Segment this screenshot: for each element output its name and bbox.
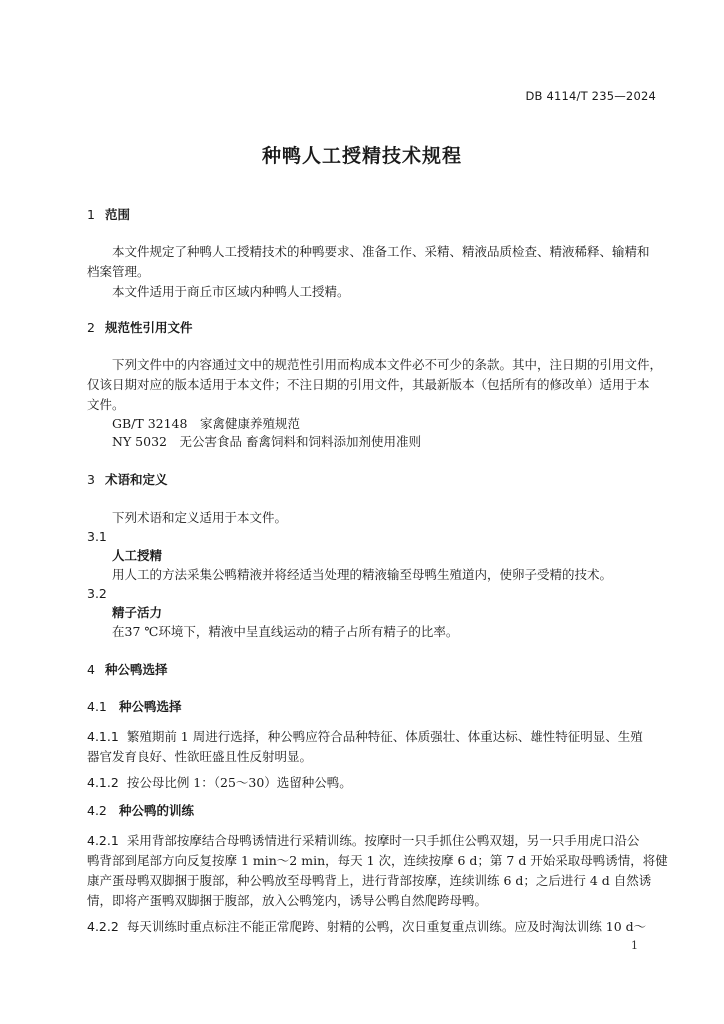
term-number: 3.2 bbox=[87, 586, 107, 601]
document-code: DB 4114/T 235—2024 bbox=[525, 89, 656, 103]
paragraph-line: 鸭背部到尾部方向反复按摩 1 min～2 min，每天 1 次，连续按摩 6 d；第 7 d 开始采取母鸭诱情，将健 bbox=[87, 853, 668, 868]
section-heading: 1 范围 bbox=[87, 207, 131, 222]
section-heading: 4 种公鸭选择 bbox=[87, 662, 168, 677]
clause-line: 4.2.1 采用背部按摩结合母鸭诱情进行采精训练。按摩时一只手抓住公鸭双翅，另一只手用虎口沿公 bbox=[87, 831, 662, 851]
reference-item: GB/T 32148 家禽健康养殖规范 bbox=[112, 416, 300, 431]
paragraph-line: 本文件规定了种鸭人工授精技术的种鸭要求、准备工作、采精、精液品质检查、精液稀释、输精和 bbox=[112, 244, 650, 259]
term-number: 3.1 bbox=[87, 529, 107, 544]
clause-line: 4.2.2 每天训练时重点标注不能正常爬跨、射精的公鸭，次日重复重点训练。应及时淘汰训练 10 d～ bbox=[87, 917, 662, 937]
paragraph-line: 仅该日期对应的版本适用于本文件；不注日期的引用文件，其最新版本（包括所有的修改单）适用于本 bbox=[87, 377, 650, 392]
clause-number: 4.2.1 bbox=[87, 833, 119, 848]
paragraph-line: 文件。 bbox=[87, 397, 125, 412]
clause-line: 4.1.2 按公母比例 1：（25～30）选留种公鸭。 bbox=[87, 773, 662, 793]
document-title: 种鸭人工授精技术规程 bbox=[261, 145, 462, 167]
page-number: 1 bbox=[631, 939, 638, 952]
paragraph-line: 本文件适用于商丘市区域内种鸭人工授精。 bbox=[112, 284, 350, 299]
term-name: 人工授精 bbox=[112, 548, 163, 563]
term-name: 精子活力 bbox=[112, 605, 163, 620]
paragraph-line: 档案管理。 bbox=[87, 264, 150, 279]
paragraph-line: 康产蛋母鸭双脚捆于腹部，种公鸭放至母鸭背上，进行背部按摩，连续训练 6 d；之后进行 4 d 自然诱 bbox=[87, 873, 652, 888]
paragraph-line: 器官发育良好、性欲旺盛且性反射明显。 bbox=[87, 749, 313, 764]
subsection-heading: 4.1 种公鸭选择 bbox=[87, 699, 182, 714]
clause-number: 4.1.2 bbox=[87, 775, 119, 790]
section-heading: 3 术语和定义 bbox=[87, 472, 168, 487]
term-definition: 在37 ℃环境下，精液中呈直线运动的精子占所有精子的比率。 bbox=[112, 624, 459, 639]
section-heading: 2 规范性引用文件 bbox=[87, 320, 193, 335]
clause-number: 4.1.1 bbox=[87, 729, 119, 744]
clause-number: 4.2.2 bbox=[87, 919, 119, 934]
reference-item: NY 5032 无公害食品 畜禽饲料和饲料添加剂使用准则 bbox=[112, 434, 421, 449]
subsection-heading: 4.2 种公鸭的训练 bbox=[87, 803, 195, 818]
clause-line: 4.1.1 繁殖期前 1 周进行选择，种公鸭应符合品种特征、体质强壮、体重达标、雄性特征明显、生殖 bbox=[87, 727, 662, 747]
paragraph-line: 下列术语和定义适用于本文件。 bbox=[112, 510, 288, 525]
term-definition: 用人工的方法采集公鸭精液并将经适当处理的精液输至母鸭生殖道内，使卵子受精的技术。 bbox=[112, 567, 613, 582]
paragraph-line: 情，即将产蛋鸭双脚捆于腹部，放入公鸭笼内，诱导公鸭自然爬跨母鸭。 bbox=[87, 893, 488, 908]
paragraph-line: 下列文件中的内容通过文中的规范性引用而构成本文件必不可少的条款。其中，注日期的引用文件， bbox=[112, 357, 663, 372]
